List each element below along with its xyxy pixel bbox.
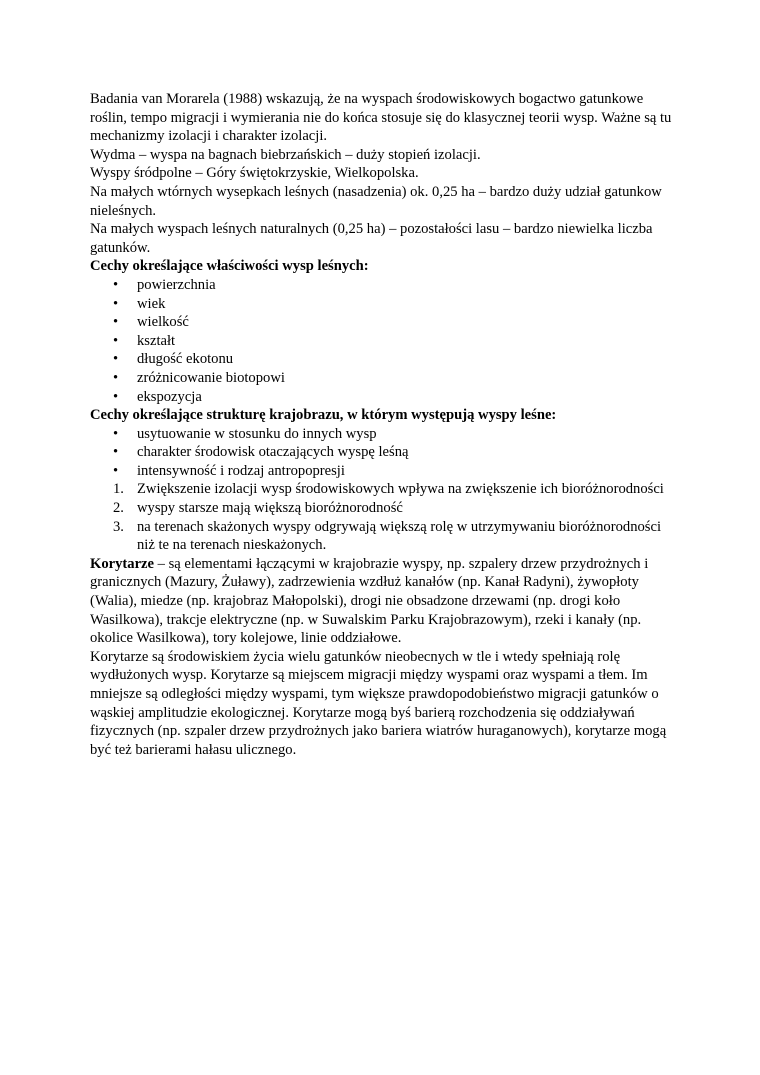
bullet-marker: • — [113, 369, 119, 386]
bullet-marker: • — [113, 351, 119, 368]
list-item: • intensywność i rodzaj antropopresji — [113, 462, 345, 479]
corridors-definition-paragraph — [90, 555, 680, 648]
intro-line-naturalne-wyspy: Na małych wyspach leśnych naturalnych (0,25 ha) – pozostałości lasu – bardzo niewielka liczba gatunków. — [90, 221, 653, 256]
section1-list — [90, 276, 680, 406]
list-item: • wiek — [113, 295, 166, 312]
corridors-term: Korytarze — [90, 555, 155, 572]
bullet-marker: • — [113, 425, 119, 442]
number-marker: 1. — [113, 481, 124, 498]
section2-list — [90, 425, 680, 481]
bullet-marker: • — [113, 444, 119, 461]
list-item: • długość ekotonu — [113, 351, 234, 368]
section1-heading: Cechy określające właściwości wysp leśnych: — [90, 258, 369, 275]
corridors-paragraph: Korytarze są środowiskiem życia wielu gatunków nieobecnych w tle i wtedy spełniają rolę wydłużonych wysp. Korytarze są miejscem migracji między wyspami oraz wyspami a tłem. Im mniejsze są odległości między wyspami, tym większe prawdopodobieństwo migracji gatunków o wąskiej amplitudzie ekologicznej. Korytarze mogą byś barierą rozchodzenia się oddziaływań fizycznych (np. szpaler drzew przydrożnych jako bariera wiatrów huraganowych), korytarze mogą być też barierami hałasu ulicznego. — [90, 648, 667, 758]
list-item: • kształt — [113, 332, 176, 349]
bullet-marker: • — [113, 276, 119, 293]
document-body — [90, 90, 680, 759]
list-item: • usytuowanie w stosunku do innych wysp — [113, 425, 377, 442]
numbered-item: 1. Zwiększenie izolacji wysp środowiskowych wpływa na zwiększenie ich bioróżnorodności — [113, 481, 664, 498]
intro-line-wtorne-wysepki: Na małych wtórnych wysepkach leśnych (nasadzenia) ok. 0,25 ha – bardzo duży udział gatunkow nieleśnych. — [90, 183, 662, 219]
number-marker: 2. — [113, 500, 124, 517]
list-item: • wielkość — [113, 314, 189, 331]
bullet-marker: • — [113, 314, 119, 331]
bullet-marker: • — [113, 462, 119, 479]
corridors-definition: – są elementami łączącymi w krajobrazie wyspy, np. szpalery drzew przydrożnych i granicznych (Mazury, Żuławy), zadrzewienia wzdłuż kanałów (np. Kanał Radyni), żywopłoty (Walia), miedze (np. krajobraz Małopolski), drogi nie obsadzone drzewami (np. drogi koło Wasilkowa), trakcje elektryczne (np. w Suwalskim Parku Krajobrazowym), rzeki i kanały (np. okolice Wasilkowa), tory kolejowe, linie oddziałowe. — [90, 555, 649, 647]
intro-line-wydma: Wydma – wyspa na bagnach biebrzańskich – duży stopień izolacji. — [90, 146, 481, 163]
list-item: • zróżnicowanie biotopowi — [113, 369, 285, 386]
intro-line-wyspy-srodpolne: Wyspy śródpolne – Góry świętokrzyskie, Wielkopolska. — [90, 165, 419, 182]
section2-numbered-list — [90, 480, 680, 554]
bullet-marker: • — [113, 295, 119, 312]
section2-heading: Cechy określające strukturę krajobrazu, w którym występują wyspy leśne: — [90, 407, 557, 424]
bullet-marker: • — [113, 388, 119, 405]
list-item: • powierzchnia — [113, 276, 216, 293]
intro-paragraph: Badania van Morarela (1988) wskazują, że na wyspach środowiskowych bogactwo gatunkowe roślin, tempo migracji i wymierania nie do końca stosuje się do klasycznej teorii wysp. Ważne są tu mechanizmy izolacji i charakter izolacji. — [90, 91, 672, 145]
number-marker: 3. — [113, 518, 124, 535]
numbered-item: 3. na terenach skażonych wyspy odgrywają większą rolę w utrzymywaniu bioróżnorodności niż te na terenach nieskażonych. — [113, 518, 661, 554]
bullet-marker: • — [113, 332, 119, 349]
list-item: • charakter środowisk otaczających wyspę leśną — [113, 444, 409, 461]
numbered-item: 2. wyspy starsze mają większą bioróżnorodność — [113, 500, 403, 517]
list-item: • ekspozycja — [113, 388, 202, 405]
